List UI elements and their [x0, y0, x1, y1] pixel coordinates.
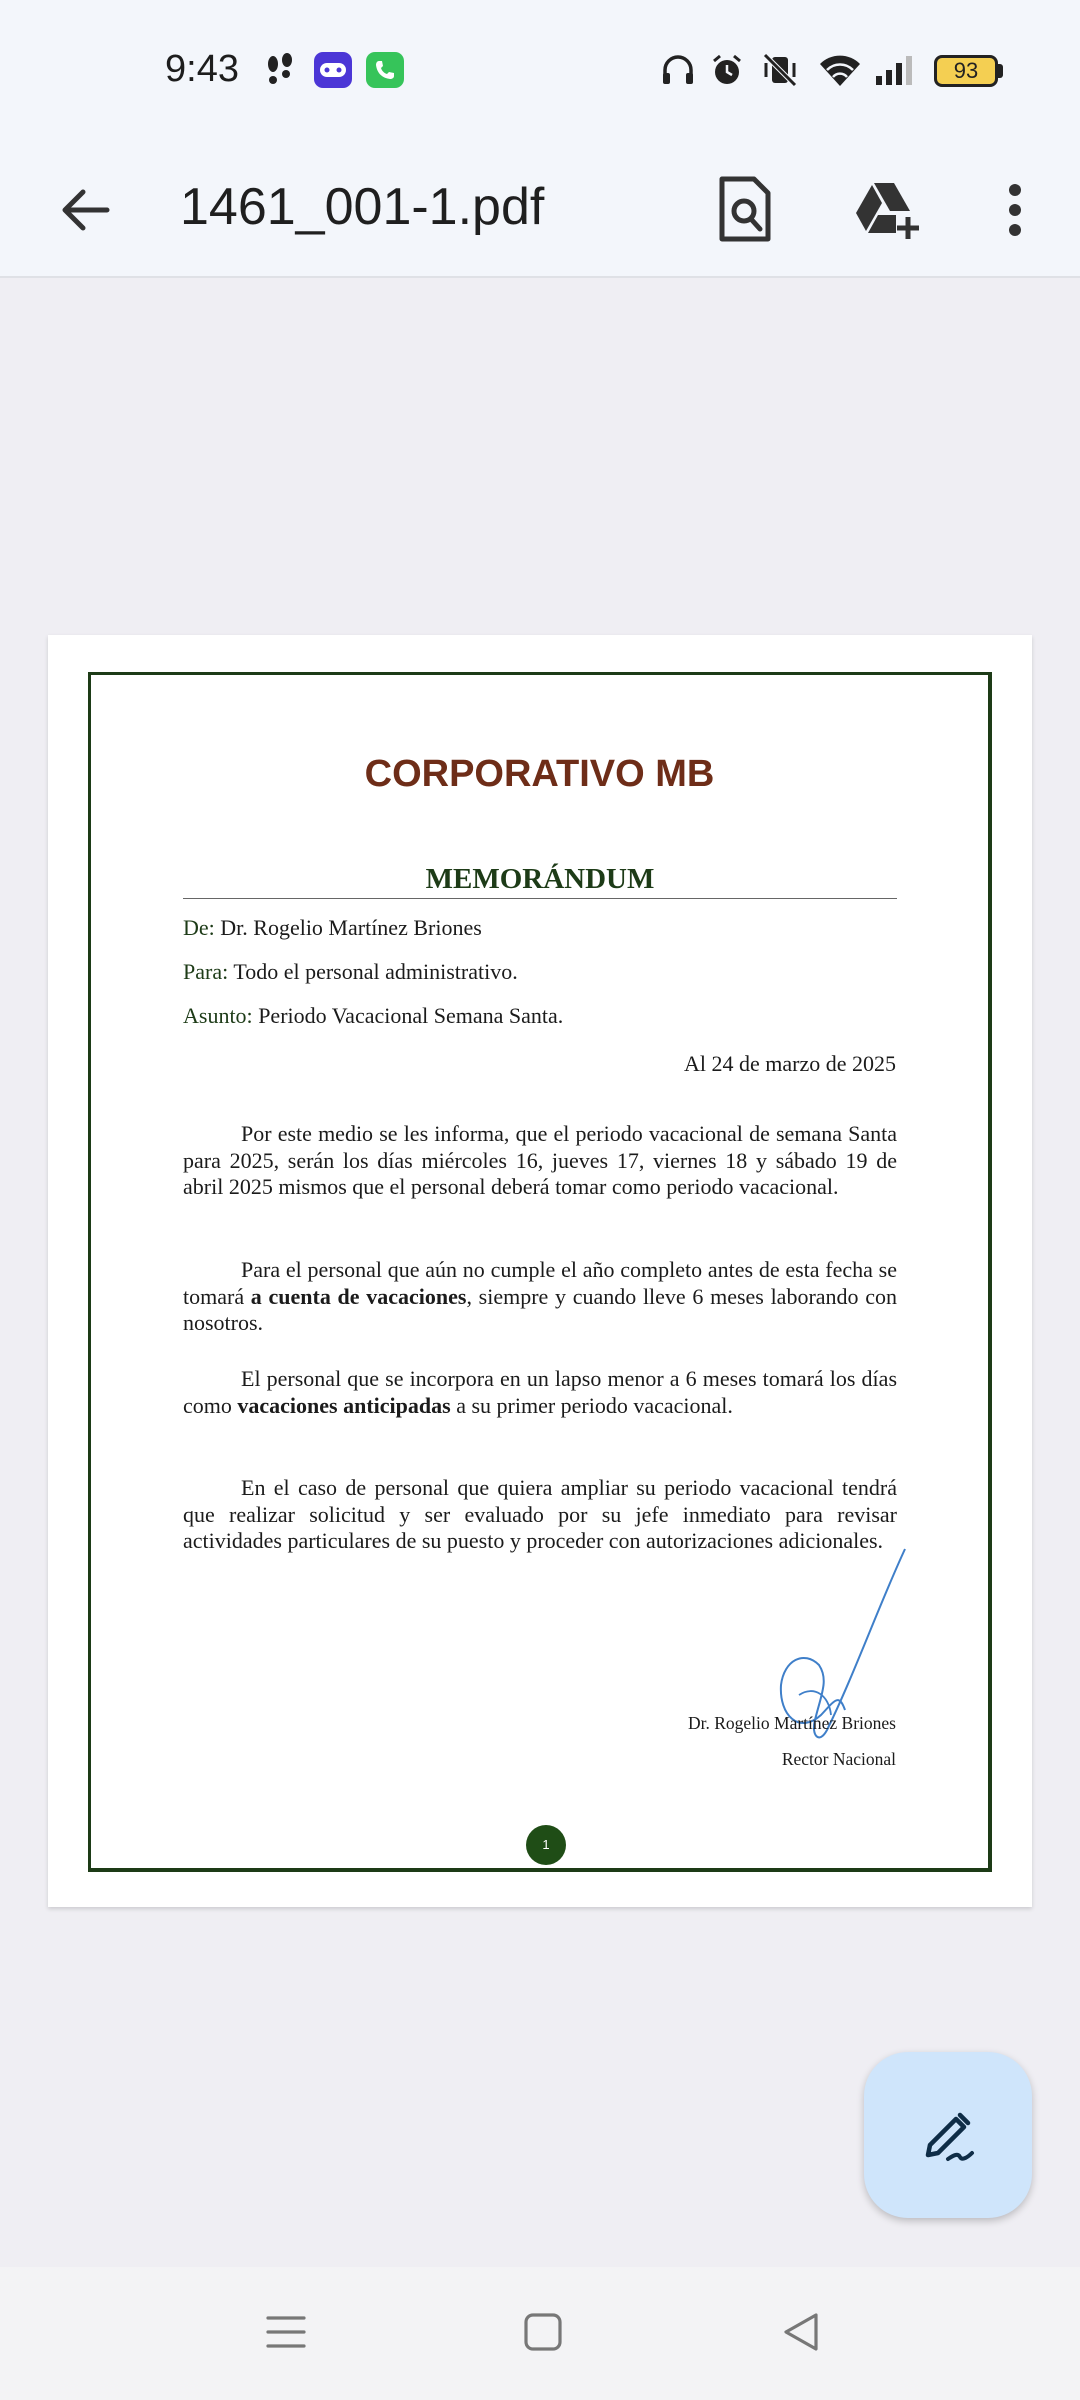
paragraph-3-text-c: a su primer periodo vacacional. [450, 1392, 733, 1418]
drive-add-icon [852, 179, 922, 239]
paragraph-2-text-c: , siempre y cuando lleve 6 meses laborando con nosotros. [183, 1283, 898, 1335]
phone-icon [366, 52, 404, 88]
to-line [183, 959, 518, 985]
home-icon [523, 2312, 563, 2352]
footsteps-icon [262, 50, 298, 90]
recents-icon [266, 2312, 306, 2352]
recents-button[interactable] [246, 2297, 326, 2367]
page-number-badge: 1 [526, 1825, 566, 1865]
game-controller-icon [314, 52, 352, 88]
add-to-drive-button[interactable] [842, 162, 932, 256]
paragraph-3-bold: vacaciones anticipadas [237, 1392, 451, 1418]
document-search-button[interactable] [700, 162, 790, 256]
file-title: 1461_001-1.pdf [180, 178, 545, 236]
paragraph-1: Por este medio se les informa, que el periodo vacacional de semana Santa para 2025, serán los días miércoles 16, jueves 17, viernes 18 y sábado 19 de abril 2025 mismos que el personal deberá tomar como periodo vacacional. [183, 1121, 897, 1199]
memo-heading: MEMORÁNDUM [183, 863, 897, 899]
signer-title: Rector Nacional [781, 1749, 896, 1769]
memo-date: Al 24 de marzo de 2025 [684, 1051, 896, 1076]
from-line [183, 915, 482, 941]
subject-label: Asunto: [183, 1003, 253, 1028]
to-label: Para: [183, 959, 229, 984]
status-time: 9:43 [165, 48, 239, 90]
pdf-page[interactable] [48, 635, 1032, 1907]
paragraph-2-text-a: Para el personal que aún no cumple el año completo antes de esta fecha se tomará [183, 1257, 897, 1309]
alarm-icon [709, 50, 745, 90]
status-bar [0, 0, 1080, 140]
memo-frame [88, 672, 992, 1872]
from-label: De: [183, 915, 215, 940]
back-arrow-icon [57, 182, 113, 238]
back-button[interactable] [40, 170, 130, 250]
app-bar [0, 140, 1080, 278]
system-nav-bar [0, 2267, 1080, 2400]
home-button[interactable] [503, 2297, 583, 2367]
to-value: Todo el personal administrativo. [233, 959, 518, 984]
from-value: Dr. Rogelio Martínez Briones [220, 915, 482, 940]
paragraph-3-text-a: El personal que se incorpora en un lapso menor a 6 meses tomará los días como [183, 1366, 897, 1418]
back-nav-button[interactable] [762, 2297, 842, 2367]
vibrate-off-icon [760, 50, 800, 90]
paragraph-2-bold: a cuenta de vacaciones [250, 1283, 467, 1309]
edit-pen-icon [916, 2103, 980, 2167]
battery-tip [998, 64, 1003, 78]
company-name: CORPORATIVO MB [364, 753, 715, 795]
document-search-icon [716, 175, 774, 243]
signer-name: Dr. Rogelio Martínez Briones [687, 1713, 896, 1733]
paragraph-4: En el caso de personal que quiera ampliar su periodo vacacional tendrá que realizar solicitud y ser evaluado por su jefe inmediato para revisar actividades particulares de su puesto y proceder con autorizaciones adicionales. [183, 1475, 897, 1553]
subject-line [183, 1003, 563, 1029]
paragraph-2 [183, 1257, 897, 1337]
more-vert-icon [1007, 184, 1023, 236]
wifi-icon [818, 50, 862, 90]
subject-value: Periodo Vacacional Semana Santa. [258, 1003, 564, 1028]
headphones-icon [660, 50, 696, 90]
battery-icon: 93 [934, 55, 998, 87]
back-icon [782, 2312, 822, 2352]
paragraph-3 [183, 1366, 897, 1419]
signal-icon [874, 50, 914, 90]
annotate-fab[interactable] [864, 2052, 1032, 2218]
more-options-button[interactable] [990, 170, 1040, 250]
